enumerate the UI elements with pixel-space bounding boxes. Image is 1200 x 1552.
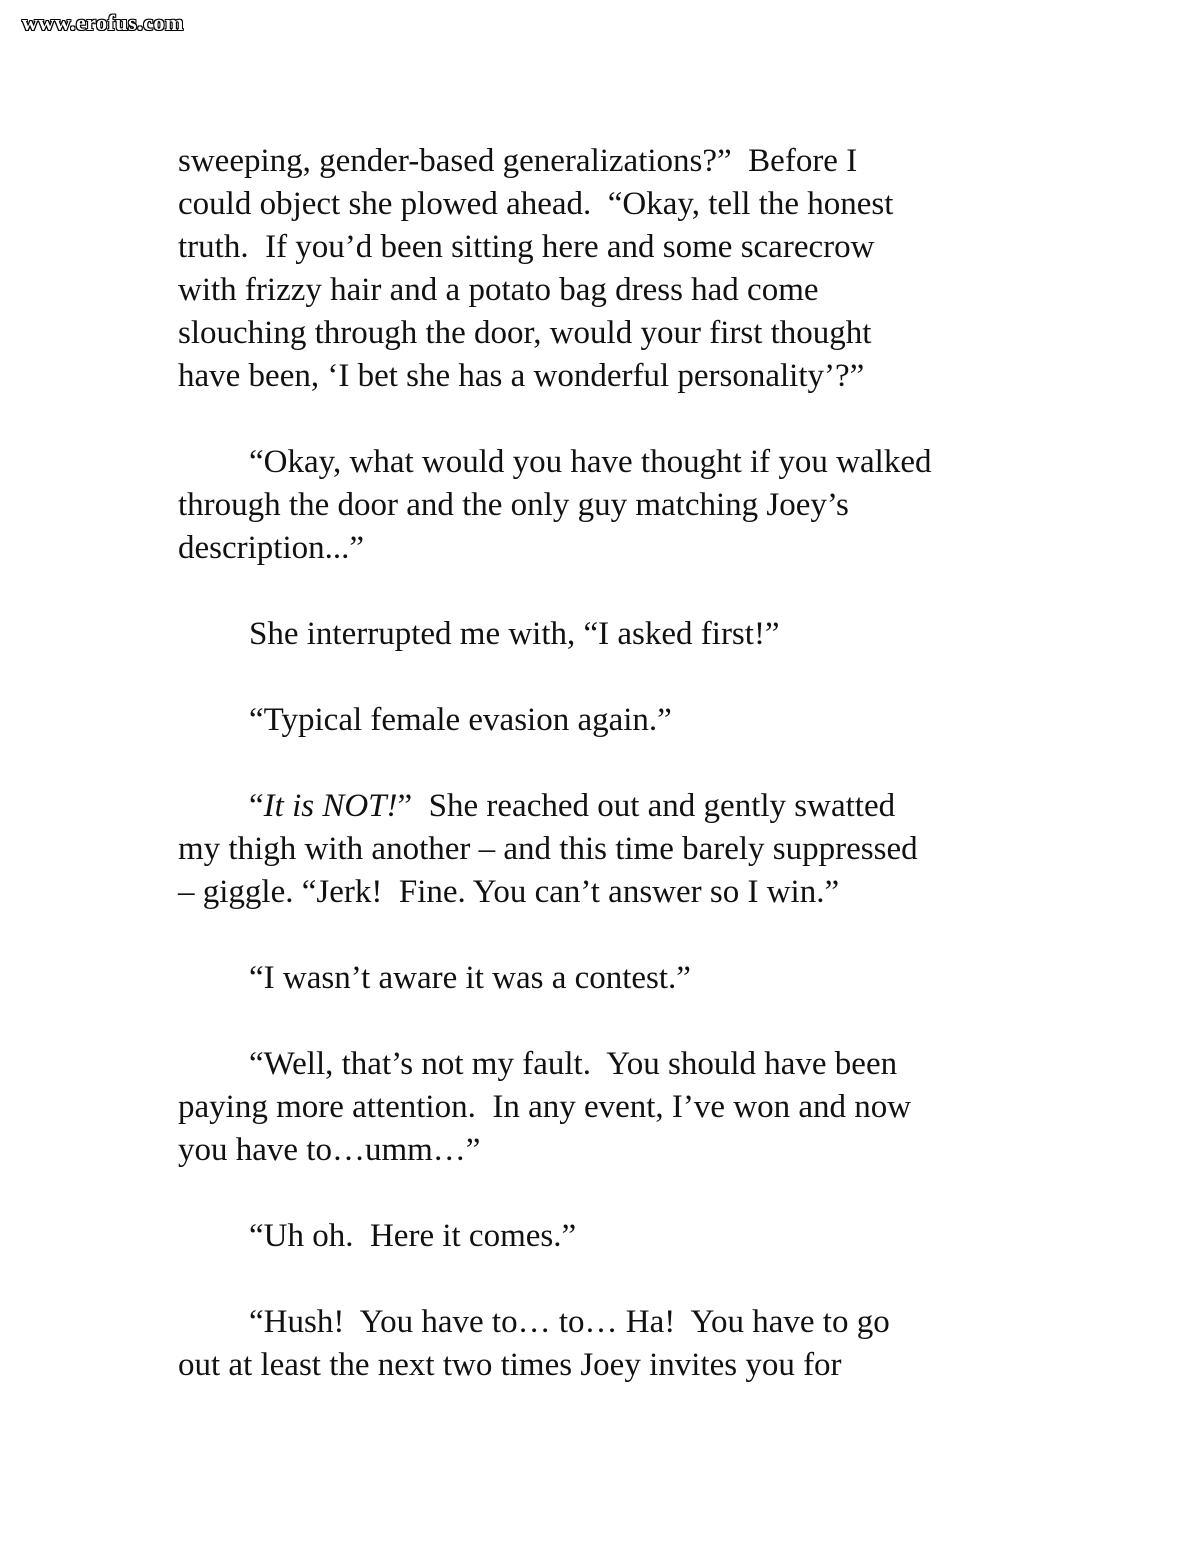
text-line: “Hush! You have to… to… Ha! You have to go xyxy=(249,1304,890,1340)
text-line: could object she plowed ahead. “Okay, tell the honest xyxy=(178,186,894,222)
text-line: through the door and the only guy matching Joey’s xyxy=(178,487,849,523)
paragraph-3 xyxy=(178,613,1038,656)
text-line xyxy=(178,785,1038,828)
text-line: “Well, that’s not my fault. You should have been xyxy=(249,1046,898,1082)
text-line: “I wasn’t aware it was a contest.” xyxy=(249,960,691,996)
text-line: you have to…umm…” xyxy=(178,1132,481,1168)
paragraph-4 xyxy=(178,699,1038,742)
paragraph-7 xyxy=(178,1043,1038,1172)
text-line: “Uh oh. Here it comes.” xyxy=(249,1218,577,1254)
paragraph-8 xyxy=(178,1215,1038,1258)
text-line: slouching through the door, would your first thought xyxy=(178,315,872,351)
text-line: with frizzy hair and a potato bag dress had come xyxy=(178,272,819,308)
document-body xyxy=(178,140,1038,1430)
text-line: “Typical female evasion again.” xyxy=(249,702,672,738)
line-rest: ” She reached out and gently swatted xyxy=(397,788,896,824)
text-line: have been, ‘I bet she has a wonderful personality’?” xyxy=(178,358,865,394)
italic-emphasis: It is NOT! xyxy=(263,788,398,824)
text-line: She interrupted me with, “I asked first!” xyxy=(249,616,780,652)
site-watermark: www.erofus.com xyxy=(22,10,184,35)
text-line: out at least the next two times Joey invites you for xyxy=(178,1347,842,1383)
text-line: paying more attention. In any event, I’ve won and now xyxy=(178,1089,912,1125)
text-line: truth. If you’d been sitting here and some scarecrow xyxy=(178,229,875,265)
open-quote: “ xyxy=(249,788,264,824)
paragraph-6 xyxy=(178,957,1038,1000)
paragraph-9 xyxy=(178,1301,1038,1387)
text-line: “Okay, what would you have thought if you walked xyxy=(249,444,932,480)
text-line: sweeping, gender-based generalizations?” Before I xyxy=(178,143,858,179)
paragraph-2 xyxy=(178,441,1038,570)
paragraph-1 xyxy=(178,140,1038,398)
paragraph-5 xyxy=(178,785,1038,914)
text-line: my thigh with another – and this time barely suppressed xyxy=(178,831,918,867)
text-line: – giggle. “Jerk! Fine. You can’t answer so I win.” xyxy=(178,874,840,910)
text-line: description...” xyxy=(178,530,365,566)
